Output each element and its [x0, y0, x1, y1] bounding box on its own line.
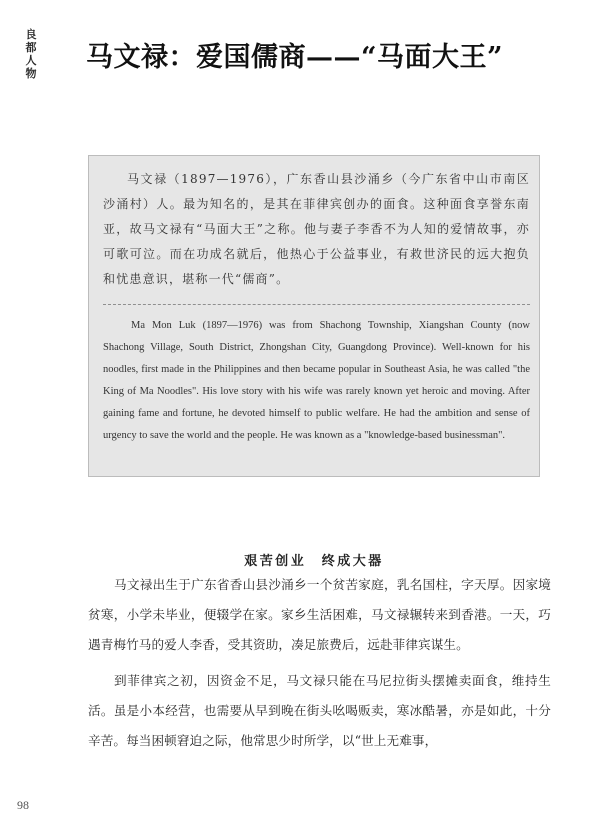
- page-number: 98: [17, 798, 29, 812]
- body-paragraph: 到菲律宾之初，因资金不足，马文禄只能在马尼拉街头摆摊卖面食，维持生活。虽是小本经营，也需要从早到晚在街头吆喝贩卖，寒冰酷暑，亦是如此，十分辛苦。每当困顿窘迫之际，他常思少时所学，以“世上无难事，: [88, 673, 551, 748]
- body-paragraph: 马文禄出生于广东省香山县沙涌乡一个贫苦家庭，乳名国柱，字天厚。因家境贫寒，小学未毕业，便辍学在家。家乡生活困难，马文禄辗转来到香港。一天，巧遇青梅竹马的爱人李香，受其资助，凑足旅费后，远赴菲律宾谋生。: [88, 577, 551, 652]
- section-side-label: 良都人物: [25, 28, 37, 80]
- body-text: [88, 570, 551, 762]
- summary-box: [88, 155, 540, 477]
- english-summary: Ma Mon Luk (1897—1976) was from Shachong Township, Xiangshan County (now Shachong Village, South District, Zhongshan City, Guangdong Province). Well-known for his noodles, first made in the Philippines and then became popular in Southeast Asia, he was called "the King of Ma Noodles". His love story with his wife was rarely known yet heroic and moving. After gaining fame and fortune, he devoted himself to public welfare. He had the ambition and sense of urgency to save the world and the people. He was known as a "knowledge-based businessman".: [103, 320, 530, 441]
- section-heading: 艰苦创业 终成大器: [244, 553, 384, 569]
- page-title: 马文禄：爱国儒商——“马面大王”: [86, 42, 504, 74]
- chinese-summary: 马文禄（1897—1976），广东香山县沙涌乡（今广东省中山市南区沙涌村）人。最为知名的，是其在菲律宾创办的面食。这种面食享誉东南亚，故马文禄有“马面大王”之称。他与妻子李香不为人知的爱情故事，亦可歌可泣。而在功成名就后，他热心于公益事业，有救世济民的远大抱负和忧患意识，堪称一代“儒商”。: [103, 172, 530, 286]
- summary-divider: [103, 304, 530, 305]
